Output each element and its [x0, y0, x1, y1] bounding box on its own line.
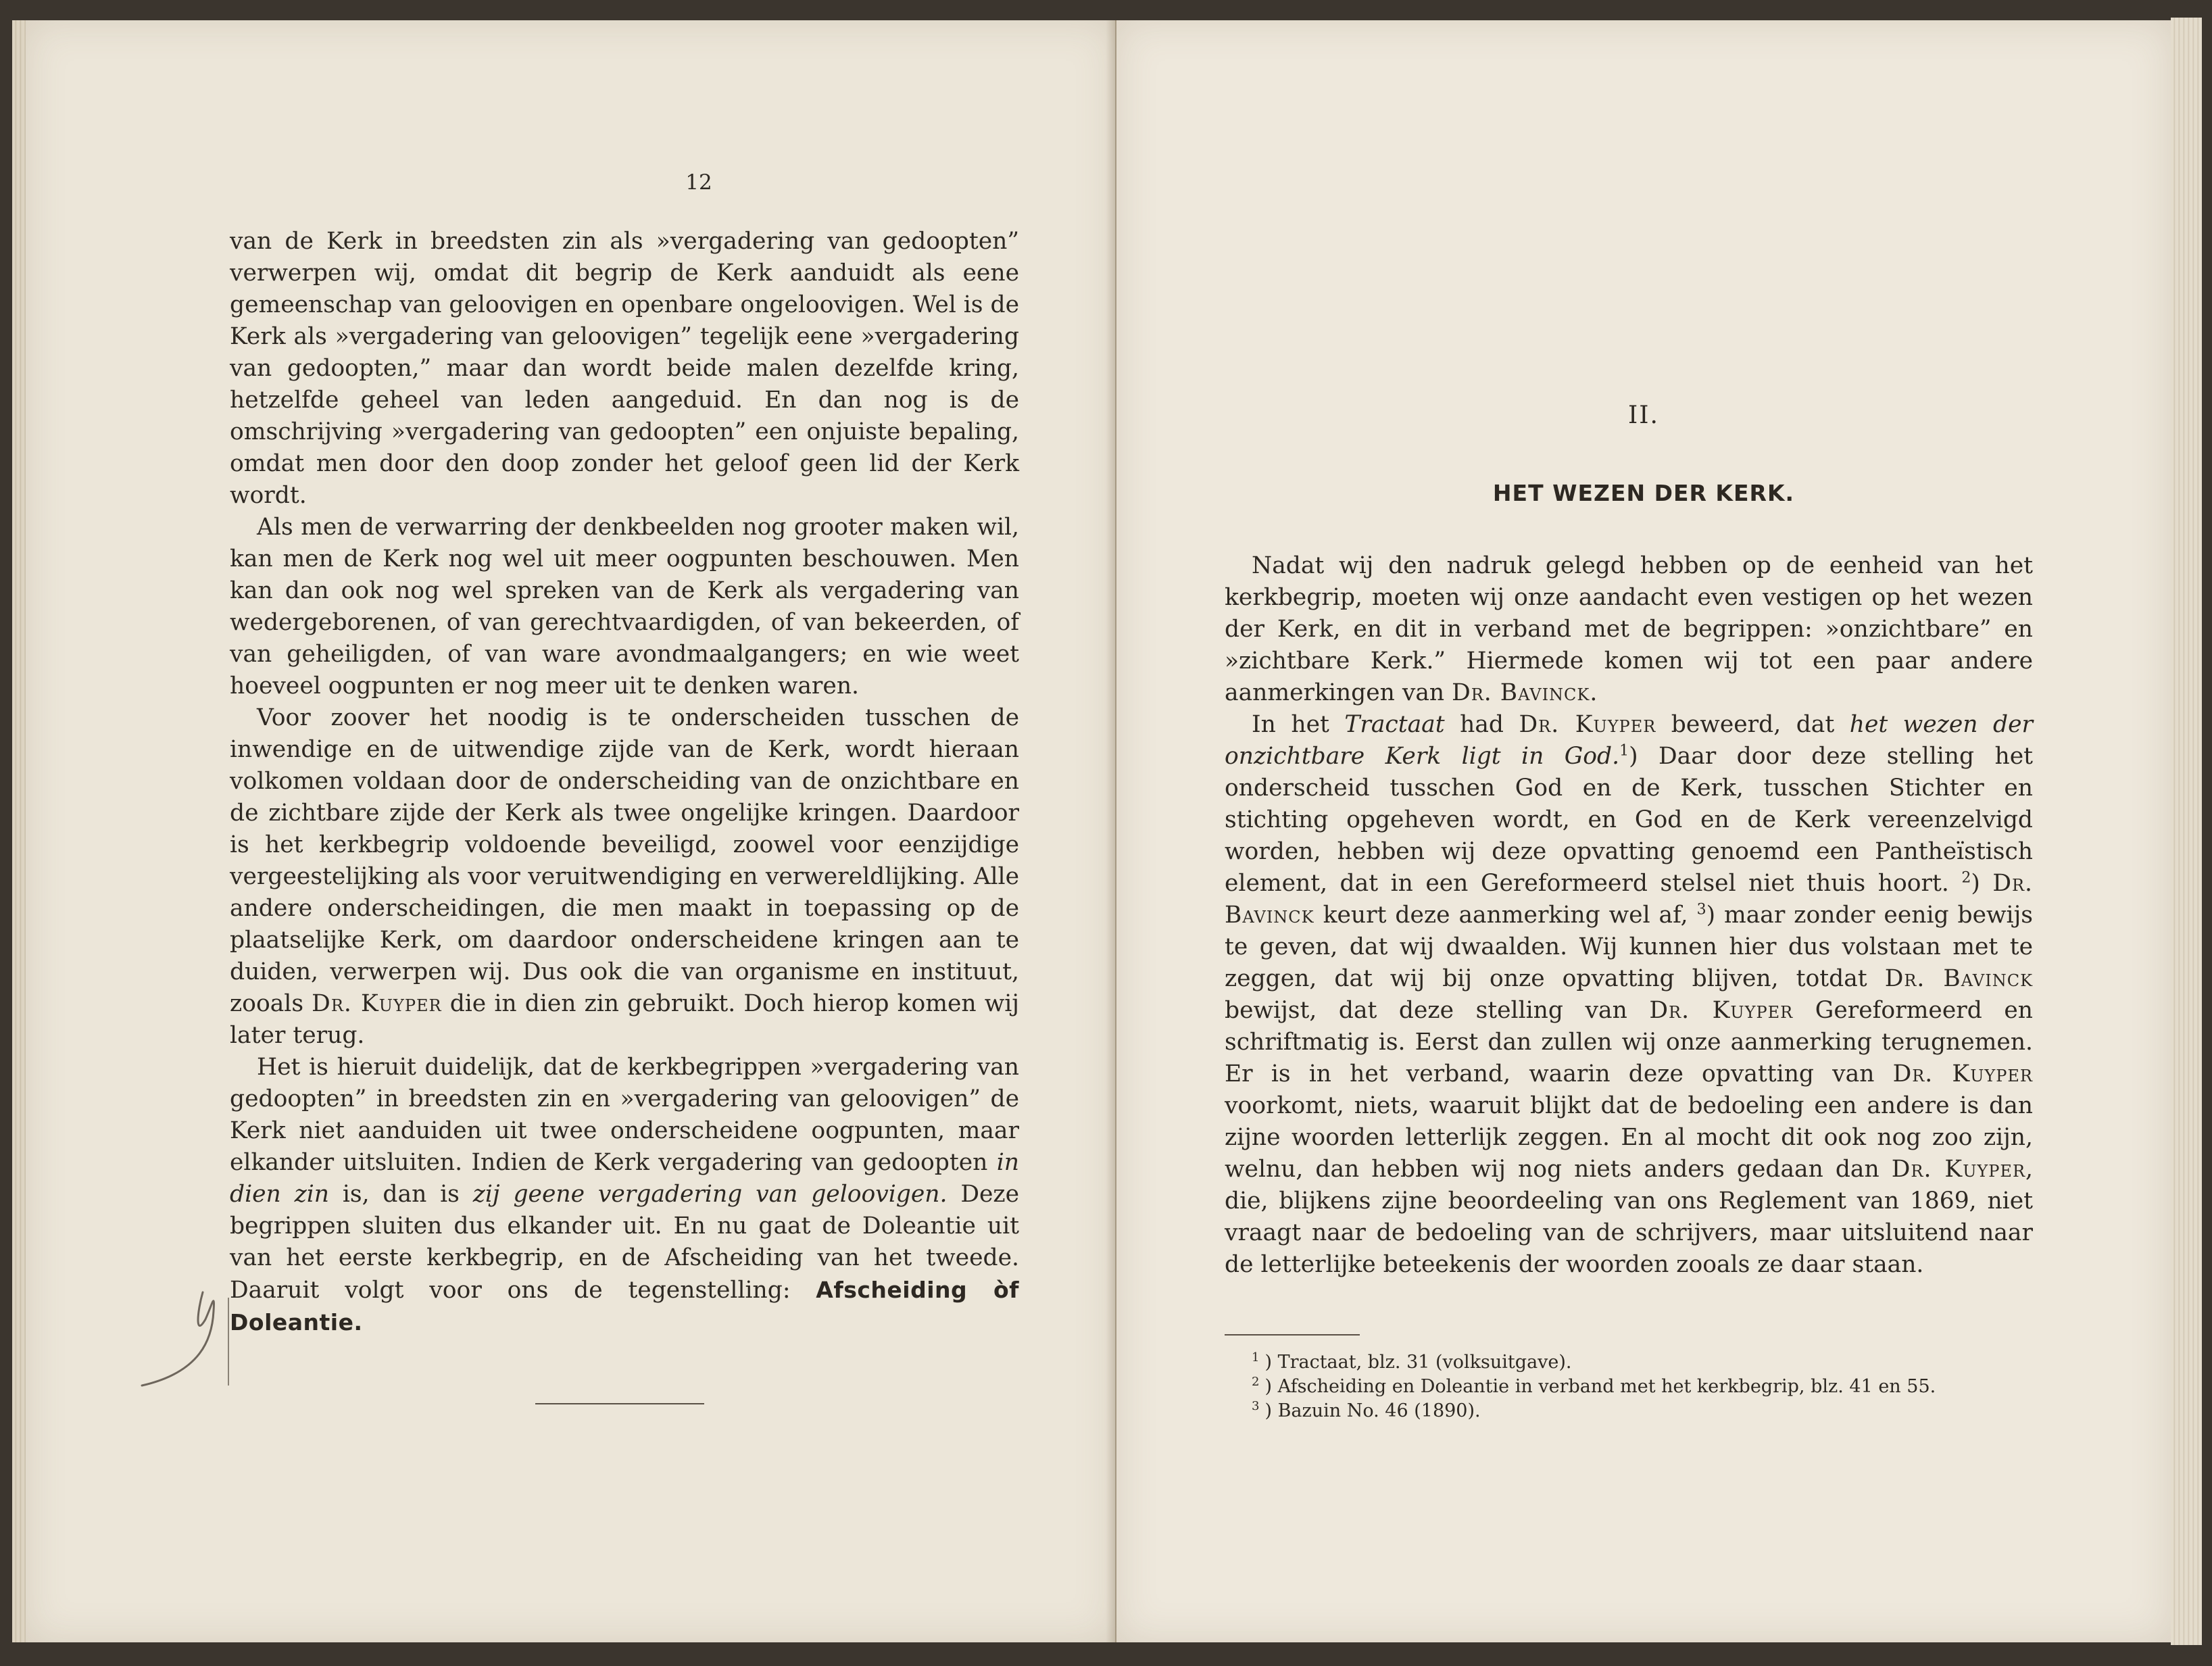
author-name: Dr. Kuyper [1649, 997, 1794, 1024]
thesis-statement: Afscheiding òf Doleantie. [230, 1277, 1019, 1336]
emphasis: Tractaat [1344, 711, 1445, 738]
author-name: Dr. Bavinck [1884, 965, 2034, 992]
pencil-annotation [127, 1284, 249, 1399]
author-name: Dr. Kuyper [312, 990, 442, 1017]
footnote-ref: 2 [1961, 869, 1971, 887]
author-name: Dr. Kuyper [1892, 1060, 2034, 1087]
right-page-edge [2171, 18, 2202, 1645]
right-page [1116, 20, 2171, 1642]
author-name: Dr. Kuyper [1519, 711, 1656, 738]
paragraph: Nadat wij den nadruk gelegd hebben op de eenheid van het kerkbegrip, moeten wij onze aandacht even vestigen op het wezen der Kerk, en dit in verband met de begrippen: »onzichtbare” en »zichtbare Kerk.” Hiermede komen wij tot een paar andere aanmerkingen van Dr. Bavinck. [1225, 552, 2033, 706]
footnote: $^3$ ) Bazuin No. 46 (1890). [1252, 1399, 1481, 1421]
author-name: Dr. Bavinck. [1452, 679, 1598, 706]
emphasis: in dien zin [230, 1149, 1019, 1208]
paragraph: Als men de verwarring der denkbeelden nog grooter maken wil, kan men de Kerk nog wel uit meer oogpunten beschouwen. Men kan dan ook nog wel spreken van de Kerk als vergadering van wedergeborenen, of van gerechtvaardigden, of van bekeerden, of van geheiligden, of van ware avondmaalgangers; en wie weet hoeveel oogpunten er nog meer uit te denken waren. [230, 514, 1019, 700]
author-name: Dr. Kuyper [1891, 1156, 2026, 1183]
author-name: Dr. Bavinck [1225, 870, 2034, 929]
footnote-rule [1225, 1334, 1360, 1336]
paragraph: Het is hieruit duidelijk, dat de kerkbegrippen »vergadering van gedoopten” in breedsten zin en »vergadering van geloovigen” de Kerk niet aanduiden uit twee onderscheidene oogpunten, maar elkander uitsluiten. Indien de Kerk vergadering van gedoopten in dien zin is, dan is zij geene vergadering van geloovigen. Deze begrippen sluiten dus elkander uit. En nu gaat de Doleantie uit van het eerste kerkbegrip, en de Afscheiding van het tweede. Daaruit volgt voor ons de tegenstelling: Afscheiding òf Doleantie. [230, 1054, 1020, 1336]
left-page-text [230, 226, 1019, 1339]
left-page [26, 20, 1116, 1642]
footnotes [1252, 1350, 2063, 1423]
footnote: $^1$ ) Tractaat, blz. 31 (volksuitgave). [1252, 1350, 1572, 1373]
chapter-title: HET WEZEN DER KERK. [1492, 480, 1795, 506]
emphasis: het wezen der onzichtbare Kerk ligt in God. [1225, 711, 2033, 770]
chapter-number: II. [1628, 401, 1659, 429]
section-end-rule [535, 1403, 704, 1404]
paragraph: Voor zoover het noodig is te onderscheiden tusschen de inwendige en de uitwendige zijde van de Kerk, wordt hieraan volkomen voldaan door de onderscheiding van de onzichtbare en de zichtbare zijde der Kerk als twee ongelijke kringen. Daardoor is het kerkbegrip voldoende beveiligd, zoowel voor eenzijdige vergeestelijking als voor veruitwendiging en verwereldlijking. Alle andere onderscheidingen, die men maakt in toepassing op de plaatselijke Kerk, om daardoor onderscheidene kringen aan te duiden, verwerpen wij. Dus ook die van organisme en instituut, zooals Dr. Kuyper die in dien zin gebruikt. Doch hierop komen wij later terug. [230, 704, 1019, 1049]
paragraph: In het Tractaat had Dr. Kuyper beweerd, dat het wezen der onzichtbare Kerk ligt in God.$^1$) Daar door deze stelling het onderscheid tusschen God en de Kerk, tusschen Stichter en stichting opgeheven wordt, en God en de Kerk vereenzelvigd worden, hebben wij deze opvatting genoemd een Pantheïstisch element, dat in een Gereformeerd stelsel niet thuis hoort. $^2$) Dr. Bavinck keurt deze aanmerking wel af, $^3$) maar zonder eenig bewijs te geven, dat wij dwaalden. Wij kunnen hier dus volstaan met te zeggen, dat wij bij onze opvatting blijven, totdat Dr. Bavinck bewijst, dat deze stelling van Dr. Kuyper Gereformeerd en schriftmatig is. Eerst dan zullen wij onze aanmerking terugnemen. Er is in het verband, waarin deze opvatting van Dr. Kuyper voorkomt, niets, waaruit blijkt dat de bedoeling een andere is dan zijne woorden letterlijk zeggen. En al mocht dit ook nog zoo zijn, welnu, dan hebben wij nog niets anders gedaan dan Dr. Kuyper, die, blijkens zijne beoordeeling van ons Reglement van 1869, niet vraagt naar de bedoeling van de schrijvers, maar uitsluitend naar de letterlijke beteekenis der woorden zooals ze daar staan. [1225, 711, 2034, 1278]
footnote-ref: 3 [1696, 901, 1706, 918]
footnote-ref: 1 [1619, 742, 1629, 760]
right-page-text [1225, 550, 2033, 1281]
page-number: 12 [685, 170, 712, 195]
emphasis: zij geene vergadering van geloovigen. [472, 1181, 948, 1208]
footnote: $^2$ ) Afscheiding en Doleantie in verband met het kerkbegrip, blz. 41 en 55. [1252, 1375, 1936, 1397]
left-page-edge [12, 20, 27, 1642]
paragraph: van de Kerk in breedsten zin als »vergadering van gedoopten” verwerpen wij, omdat dit begrip de Kerk aanduidt als eene gemeenschap van geloovigen en openbare ongeloovigen. Wel is de Kerk als »vergadering van geloovigen” tegelijk eene »vergadering van gedoopten,” maar dan wordt beide malen dezelfde kring, hetzelfde geheel van leden aangeduid. En dan nog is de omschrijving »vergadering van gedoopten” een onjuiste bepaling, omdat men door den doop zonder het geloof geen lid der Kerk wordt. [230, 228, 1019, 509]
